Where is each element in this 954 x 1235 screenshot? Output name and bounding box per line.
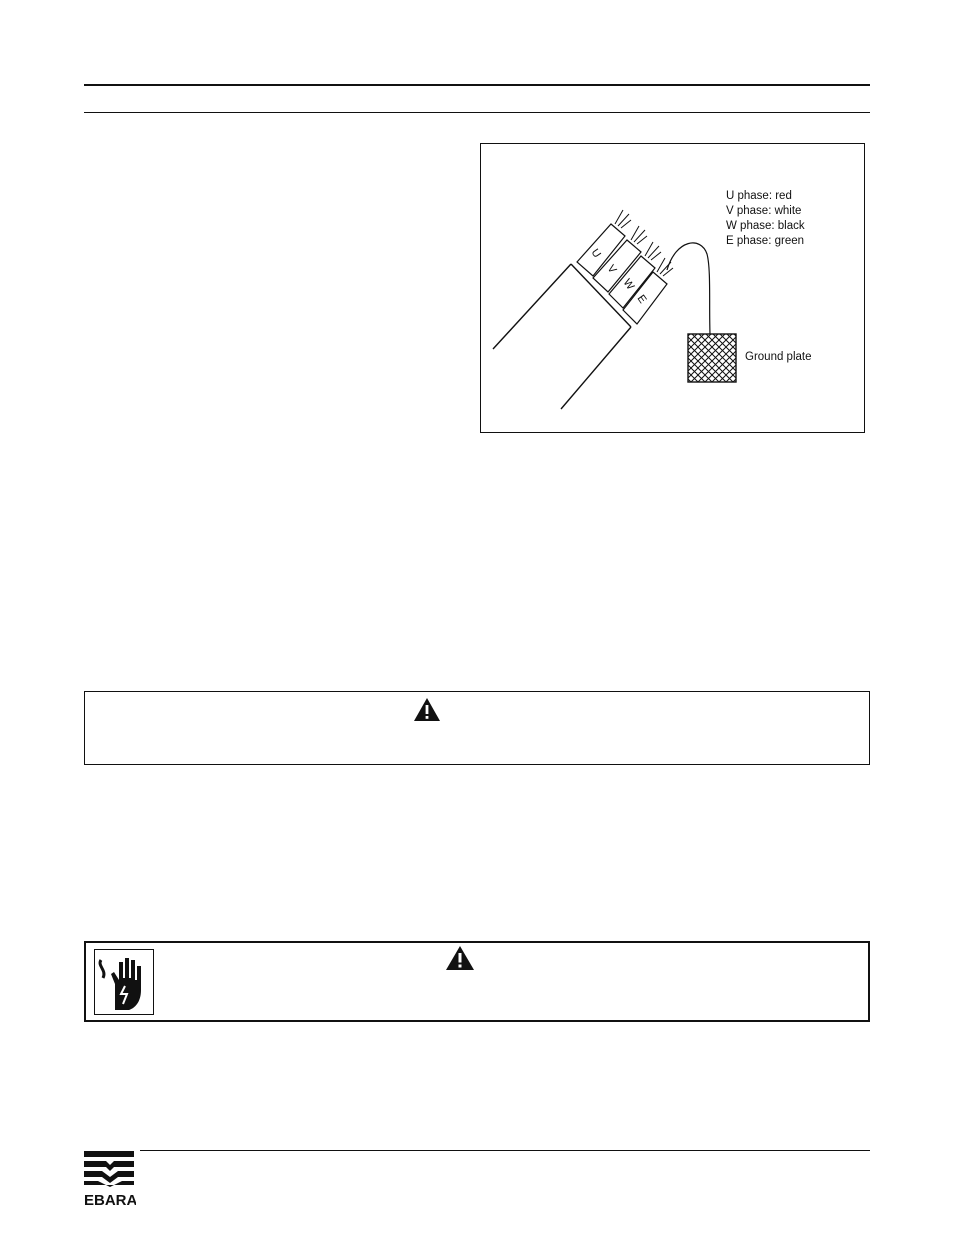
- ground-plate-label: Ground plate: [745, 351, 812, 363]
- cable-diagram-svg: [481, 144, 866, 434]
- svg-text:EBARA: EBARA: [84, 1192, 136, 1207]
- warning-box-2: [84, 941, 870, 1022]
- warning-triangle-icon: [445, 945, 475, 971]
- cable-wiring-figure: [480, 143, 865, 433]
- wire-letter-v: V: [604, 262, 619, 276]
- legend-w-phase: W phase: black: [726, 220, 805, 232]
- warning-box-1: [84, 691, 870, 765]
- wire-letter-w: W: [620, 276, 637, 293]
- wire-letter-e: E: [634, 292, 649, 306]
- header-rule-bottom: [84, 112, 870, 113]
- ebara-logo-icon: [84, 1151, 136, 1207]
- header-rule-top: [84, 84, 870, 86]
- legend-u-phase: U phase: red: [726, 190, 792, 202]
- footer-rule: [140, 1150, 870, 1151]
- ground-plate-shape: [688, 334, 736, 382]
- legend-v-phase: V phase: white: [726, 205, 802, 217]
- wire-letter-u: U: [588, 246, 603, 261]
- legend-e-phase: E phase: green: [726, 235, 805, 247]
- electric-shock-hand-icon: [94, 949, 154, 1015]
- warning-triangle-icon: [413, 697, 441, 722]
- phase-legend: [726, 189, 805, 249]
